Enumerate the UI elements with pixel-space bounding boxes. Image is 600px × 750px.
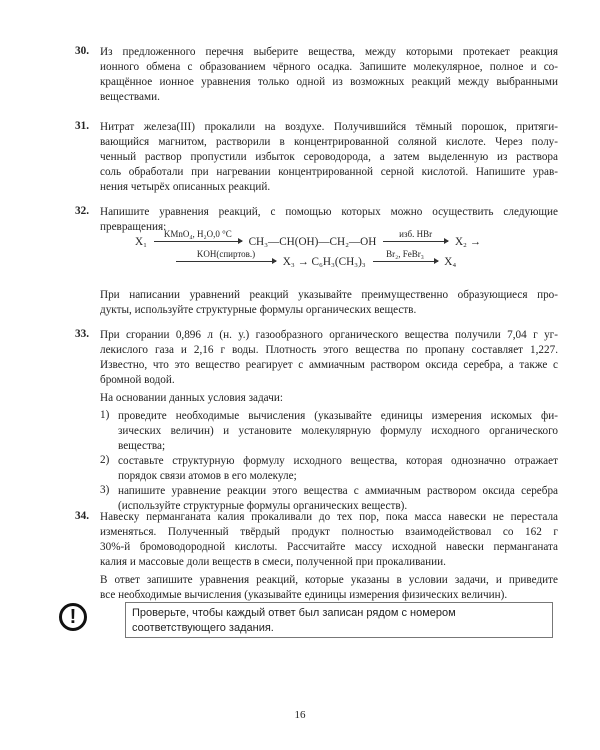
reaction-scheme-row-2 (172, 248, 457, 270)
paragraph (100, 120, 558, 195)
compound-propanediol: CH₃—CH(OH)—CH₂—OH (248, 236, 377, 248)
text-line: веществами. (100, 91, 160, 103)
task-30 (75, 45, 558, 105)
task-number: 31. (75, 120, 89, 132)
reagent-x4: X₄ (444, 256, 457, 268)
text-line: ионного обмена с образованием чёрного осадка. Запишите молекулярное, полное и со- (100, 61, 558, 73)
text-line: кращённое ионное уравнения только одной из возможных реакций между выбранными (100, 76, 558, 88)
arrow-label: изб. HBr (399, 228, 433, 239)
list-item-number: 2) (100, 454, 110, 466)
arrow-label: Br₂, FeBr₃ (386, 248, 424, 259)
exclamation-circle-icon: ! (59, 603, 87, 631)
task-31 (75, 120, 558, 195)
text-line: составьте структурную формулу исходного вещества, которая однозначно отражает (118, 455, 558, 467)
reaction-scheme-row-1 (135, 228, 481, 250)
task-33 (75, 328, 558, 514)
arrow-label: KOH(спиртов.) (196, 248, 256, 259)
text-line: Из предложенного перечня выберите вещества, между которыми протекает реакция (100, 46, 558, 58)
text-line: изменяться. Полученный твёрдый продукт полностью взаимодействовал со 162 г (100, 526, 558, 538)
reaction-arrow (383, 228, 448, 242)
task-34 (75, 510, 558, 603)
text-line: порядок связи атомов в его молекуле; (118, 470, 297, 482)
reaction-arrow (154, 228, 242, 242)
text-line: (используйте структурные формулы органических веществ). (118, 500, 408, 512)
text-line: Нитрат железа(III) прокалили на воздухе. Получившийся тёмный порошок, притяги- (100, 121, 558, 133)
task-32 (75, 205, 558, 235)
task-number: 34. (75, 510, 89, 522)
task-number: 32. (75, 205, 89, 217)
list-item (100, 409, 558, 454)
reagent-x1: X₁ (135, 236, 147, 248)
paragraph (100, 328, 558, 388)
task-32-note (75, 288, 558, 318)
paragraph (100, 510, 558, 570)
paragraph (100, 391, 558, 406)
text-line: Известно, что это вещество реагирует с аммиачным раствором оксида серебра, а также с (100, 359, 558, 371)
task-list (100, 409, 558, 514)
task-number: 30. (75, 45, 89, 57)
text-line: бромной водой. (100, 374, 175, 386)
reaction-arrow (373, 248, 438, 262)
paragraph (100, 573, 558, 603)
text-line: На основании данных условия задачи: (100, 392, 283, 404)
task-number: 33. (75, 328, 89, 340)
text-line: В ответ запишите уравнения реакций, которые указаны в условии задачи, и приведите (100, 574, 558, 586)
text-line: все необходимые вычисления (указывайте единицы измерения физических величин). (100, 589, 508, 601)
paragraph (100, 45, 558, 105)
text-line: напишите уравнение реакции этого вещества с аммиачным раствором оксида серебра (118, 485, 558, 497)
text-line: калия и массовые доли веществ в смеси, полученной при прокаливании. (100, 556, 446, 568)
text-line: проведите необходимые вычисления (указывайте единицы измерения искомых фи- (118, 410, 558, 422)
text-line: дукты, используйте структурные формулы органических веществ. (100, 304, 417, 316)
text-line: превращения: (100, 221, 167, 233)
text-line: соль обработали при нагревании концентрированной серной кислотой. Напишите урав- (100, 166, 558, 178)
text-line: 30%-й бромоводородной кислоты. Рассчитайте массу исходной навески перманганата (100, 541, 558, 553)
text-line: Навеску перманганата калия прокаливали до тех пор, пока масса навески не перестала (100, 511, 558, 523)
text-line: зических величин) и установите молекулярную формулу исходного органического (118, 425, 558, 437)
reagent-x3: X₃ → C₆H₃(CH₃)₃ (282, 256, 366, 268)
text-line: лекислого газа и 2,16 г воды. Плотность этого вещества по пропану составляет 1,227. (100, 344, 558, 356)
text-line: Напишите уравнения реакций, с помощью которых можно осуществить следующие (100, 206, 558, 218)
task-text (100, 45, 558, 105)
reagent-x2: X₂ → (454, 236, 481, 248)
task-note (100, 288, 558, 318)
task-text (100, 510, 558, 603)
task-text (100, 328, 558, 406)
text-line: вещества; (118, 440, 166, 452)
text-line: При написании уравнений реакций указывайте преимущественно образующиеся про- (100, 289, 558, 301)
notice-box: Проверьте, чтобы каждый ответ был записан рядом с номером соответствующего задания. (125, 602, 553, 638)
list-item-number: 1) (100, 409, 110, 421)
reaction-arrow (176, 248, 276, 262)
list-item (100, 454, 558, 484)
text-line: ченный раствор пропустили избыток сероводорода, а затем выделенную из раствора (100, 151, 558, 163)
task-text (100, 120, 558, 195)
text-line: При сгорании 0,896 л (н. у.) газообразного органического вещества получили 7,04 г уг- (100, 329, 558, 341)
arrow-label: KMnO₄, H₂O,0 °C (163, 228, 232, 239)
list-item-number: 3) (100, 484, 110, 496)
text-line: вающийся магнитом, растворили в концентрированной соляной кислоте. Через полу- (100, 136, 558, 148)
page-number: 16 (294, 709, 306, 721)
text-line: нения четырёх описанных реакций. (100, 181, 271, 193)
